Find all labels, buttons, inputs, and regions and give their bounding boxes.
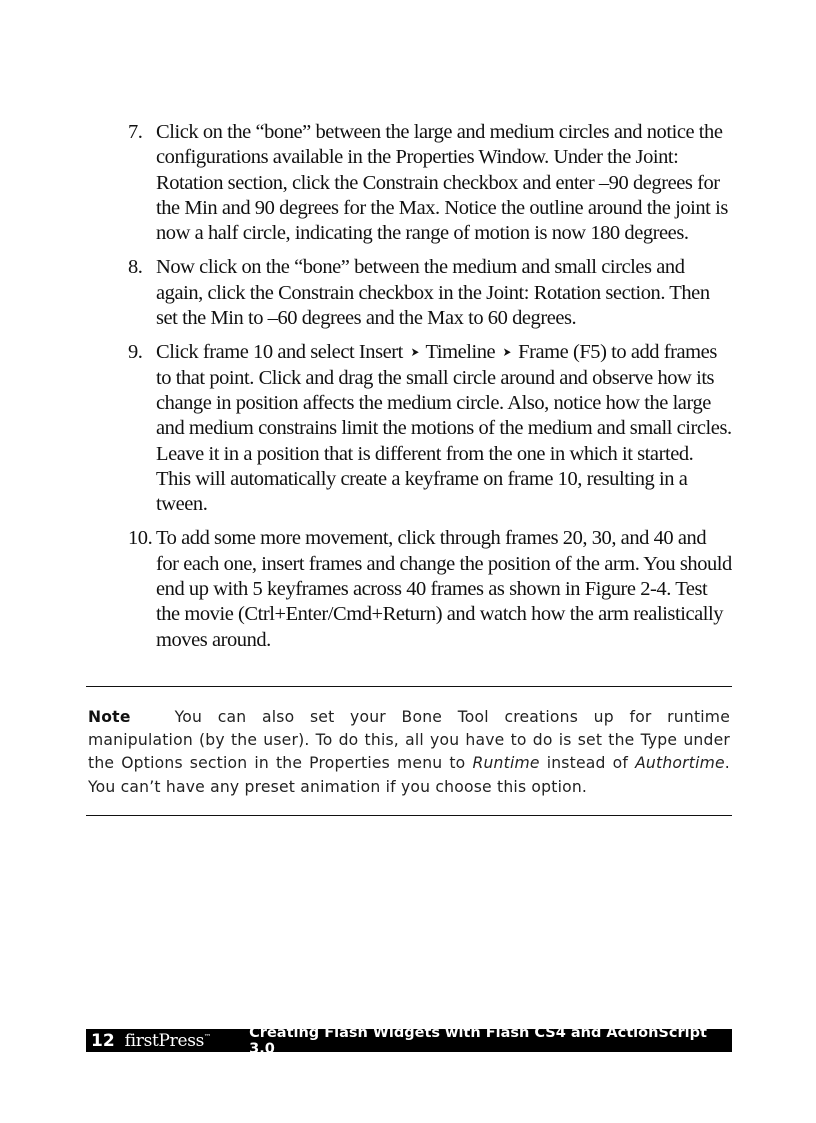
note-emphasis-authortime: Authortime xyxy=(635,754,725,773)
publisher-name: firstPress xyxy=(124,1030,205,1051)
note-top-divider xyxy=(86,686,732,687)
menu-arrow-icon: ➤ xyxy=(410,345,419,360)
trademark-mark: ™ xyxy=(204,1032,211,1041)
step-number: 10. xyxy=(128,527,153,550)
publisher-logo xyxy=(125,1031,250,1051)
step-8 xyxy=(128,255,732,331)
note-bottom-divider xyxy=(86,815,732,816)
step-9 xyxy=(128,340,732,517)
note-text: . You can’t have any preset animation if you choose this option. xyxy=(88,754,730,796)
step-number: 9. xyxy=(128,341,143,364)
note-label: Note xyxy=(88,708,131,726)
note-text: instead of xyxy=(546,754,629,773)
step-number: 7. xyxy=(128,121,143,143)
step-text: Click on the “bone” between the large and medium circles and notice the configurations available in the Properties Window. Under the Joint: Rotation section, click the Constrain checkbox and enter –90 degrees for the Min and 90 degrees for the Max. Notice the outline around the joint is now a half circle, indicating the range of motion is now 180 degrees. xyxy=(156,121,728,245)
step-text-after: Frame (F5) to add frames to that point. Click and drag the small circle around and observe how its change in position affects the medium circle. Also, notice how the large and medium constrains limit the motions of the medium and small circles. Leave it in a position that is different from the one in which it started. This will automatically create a keyframe on frame 10, resulting in a tween. xyxy=(156,341,732,516)
step-text: Now click on the “bone” between the medium and small circles and again, click the Constrain checkbox in the Joint: Rotation section. Then set the Min to –60 degrees and the Max to 60 degrees. xyxy=(156,256,710,330)
page-footer xyxy=(86,1024,732,1057)
note-text: You can also set your Bone Tool creations up for runtime manipulation (by the user). To do this, all you have to do is set the Type under the Options section in the Properties menu to xyxy=(88,708,730,773)
instruction-steps xyxy=(128,120,732,662)
step-number: 8. xyxy=(128,256,143,279)
step-text-before: Click frame 10 and select Insert xyxy=(156,341,403,364)
note-emphasis-runtime: Runtime xyxy=(472,754,540,773)
book-title: Creating Flash Widgets with Flash CS4 and ActionScript 3.0 xyxy=(249,1024,707,1057)
menu-path-timeline: Timeline xyxy=(425,341,496,364)
step-10 xyxy=(128,526,732,652)
step-7 xyxy=(128,120,732,246)
note-box xyxy=(88,706,730,799)
menu-arrow-icon: ➤ xyxy=(502,345,511,360)
step-text: To add some more movement, click through frames 20, 30, and 40 and for each one, insert frames and change the position of the arm. You should end up with 5 keyframes across 40 frames as shown in Figure 2-4. Test the movie (Ctrl+Enter/Cmd+Return) and watch how the arm realistically moves around. xyxy=(156,527,732,651)
page-number: 12 xyxy=(91,1030,115,1051)
